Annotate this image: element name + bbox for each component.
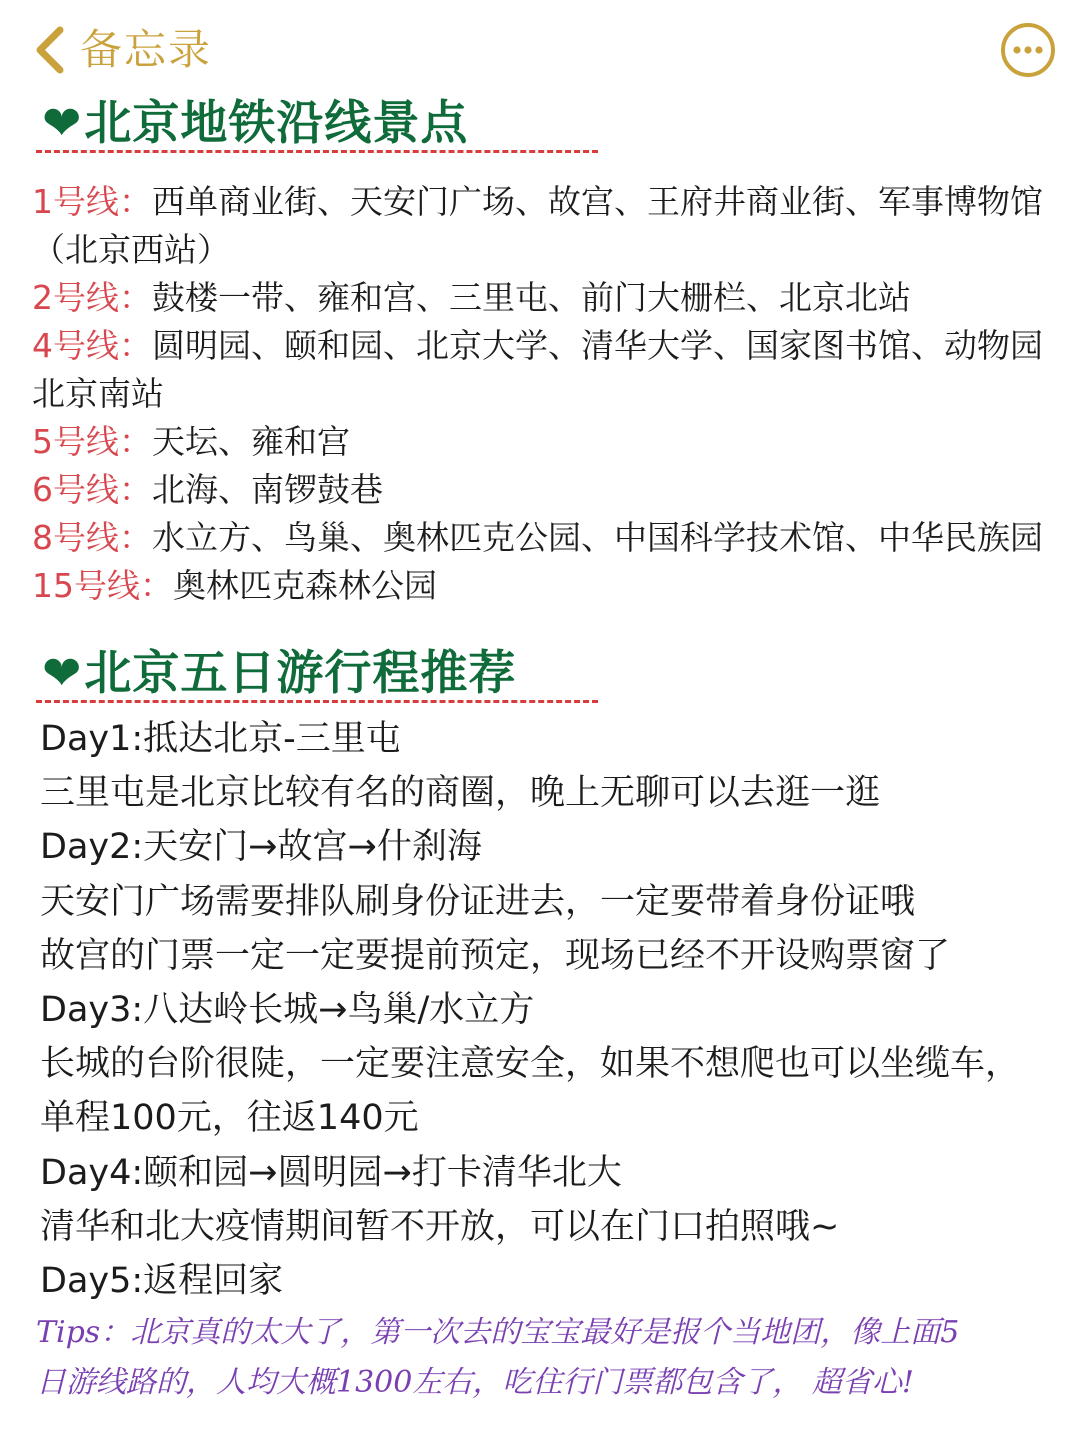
- line-stations: 北海、南锣鼓巷: [152, 470, 383, 509]
- itinerary-note: 天安门广场需要排队刷身份证进去，一定要带着身份证哦: [40, 881, 916, 922]
- line-label: 8号线：: [32, 518, 152, 557]
- back-label: 备忘录: [80, 25, 213, 74]
- list-item: [32, 370, 1052, 418]
- back-button[interactable]: [30, 24, 212, 76]
- section-heading-itinerary: [42, 636, 516, 703]
- heart-icon: ❤: [42, 646, 83, 701]
- list-item: [32, 418, 1052, 466]
- itinerary-note: 三里屯是北京比较有名的商圈，晚上无聊可以去逛一逛: [40, 773, 881, 814]
- itinerary-day-1: Day1:抵达北京-三里屯: [40, 719, 401, 759]
- tips-line: Tips：北京真的太大了，第一次去的宝宝最好是报个当地团，像上面5: [36, 1315, 960, 1350]
- line-label: 2号线：: [32, 278, 152, 317]
- section-heading-subway: [42, 86, 468, 153]
- line-stations: 西单商业街、天安门广场、故宫、王府井商业街、军事博物馆: [152, 182, 1043, 221]
- tips-line: 日游线路的，人均大概1300左右，吃住行门票都包含了， 超省心!: [36, 1365, 914, 1400]
- itinerary-day-5: Day5:返程回家: [40, 1261, 284, 1302]
- subway-line-list: [32, 178, 1052, 610]
- section-title: 北京地铁沿线景点: [84, 96, 469, 151]
- itinerary-day-4: Day4:颐和园→圆明园→打卡清华北大: [40, 1152, 622, 1193]
- list-item: [32, 226, 1052, 274]
- list-item: [32, 274, 1052, 322]
- line-label: 1号线：: [32, 182, 152, 221]
- line-stations: （北京西站）: [32, 230, 230, 269]
- itinerary-day-3: Day3:八达岭长城→鸟巢/水立方: [40, 990, 535, 1031]
- heart-icon: ❤: [42, 96, 83, 151]
- list-item: [32, 562, 1052, 610]
- itinerary-day-2: Day2:天安门→故宫→什刹海: [40, 827, 482, 868]
- line-label: 6号线：: [32, 470, 152, 509]
- line-stations: 水立方、鸟巢、奥林匹克公园、中国科学技术馆、中华民族园: [152, 518, 1043, 557]
- section-title: 北京五日游行程推荐: [84, 646, 517, 701]
- itinerary-note: 故宫的门票一定一定要提前预定，现场已经不开设购票窗了: [40, 935, 951, 976]
- line-label: 4号线：: [32, 326, 152, 365]
- line-label: 5号线：: [32, 422, 152, 461]
- dashed-divider: [36, 150, 598, 153]
- itinerary-note: 清华和北大疫情期间暂不开放，可以在门口拍照哦~: [40, 1206, 840, 1247]
- more-icon[interactable]: [1000, 22, 1056, 78]
- line-stations: 鼓楼一带、雍和宫、三里屯、前门大栅栏、北京北站: [152, 278, 911, 317]
- dashed-divider: [36, 700, 598, 703]
- line-stations: 北京南站: [32, 374, 164, 413]
- itinerary-note: 长城的台阶很陡，一定要注意安全，如果不想爬也可以坐缆车，: [40, 1044, 1021, 1085]
- line-stations: 圆明园、颐和园、北京大学、清华大学、国家图书馆、动物园: [152, 326, 1043, 365]
- chevron-left-icon: [30, 24, 72, 76]
- line-stations: 奥林匹克森林公园: [173, 566, 437, 605]
- top-bar: [0, 0, 1080, 95]
- itinerary-list: [40, 712, 1060, 1308]
- tips-note: [36, 1308, 1056, 1408]
- list-item: [32, 514, 1052, 562]
- line-stations: 天坛、雍和宫: [152, 422, 350, 461]
- itinerary-note: 单程100元，往返140元: [40, 1098, 419, 1139]
- list-item: [32, 178, 1052, 226]
- line-label: 15号线：: [32, 566, 173, 605]
- list-item: [32, 466, 1052, 514]
- list-item: [32, 322, 1052, 370]
